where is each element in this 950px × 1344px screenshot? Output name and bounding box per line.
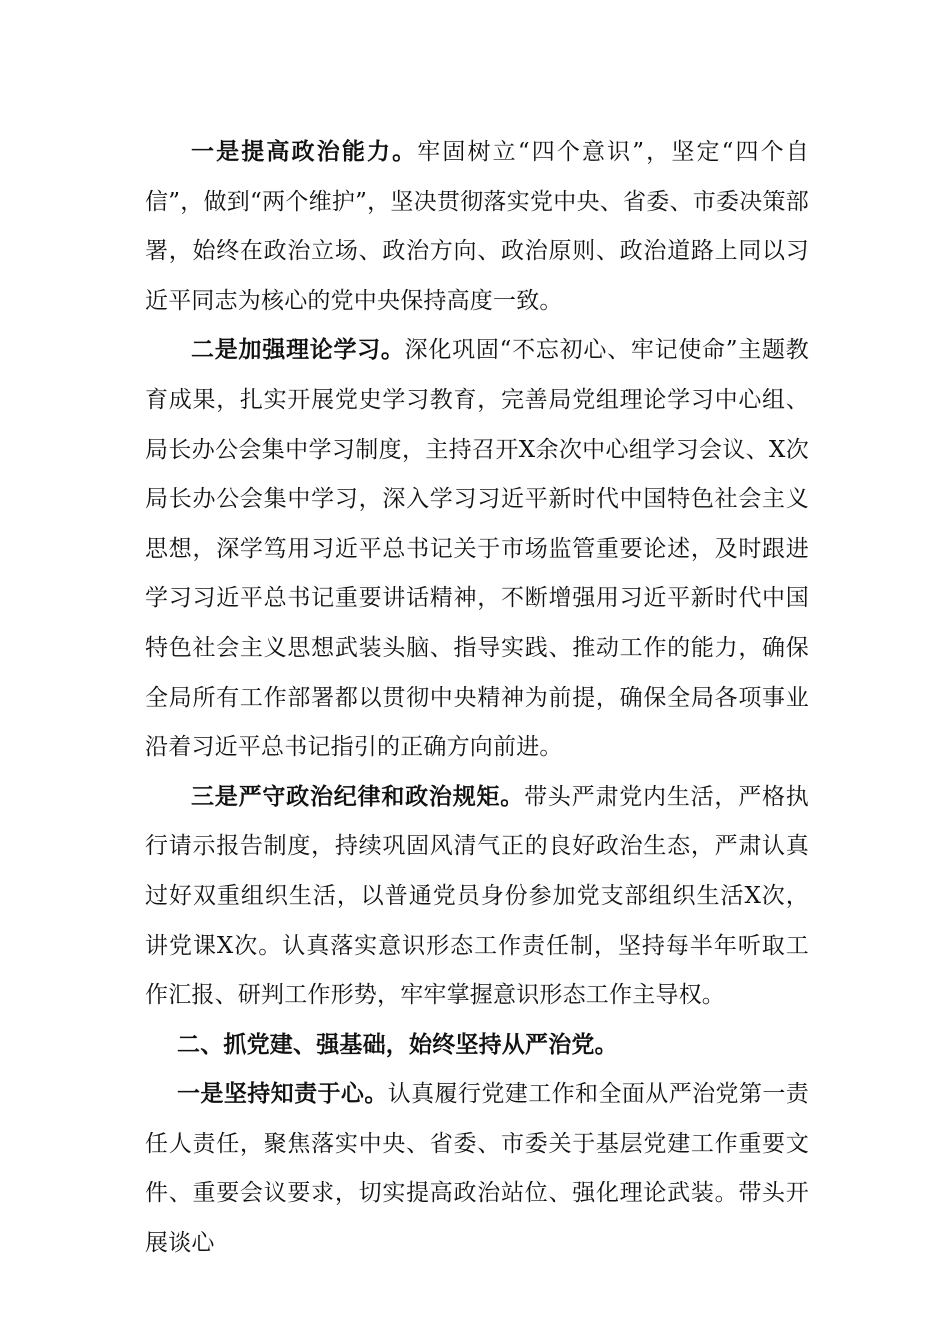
section-heading-party-building — [145, 1021, 809, 1071]
paragraph-political-ability — [145, 128, 809, 326]
paragraph-body: 认真履行党建工作和全面从严治党第一责任人责任，聚焦落实中央、省委、市委关于基层党建工作重要文件、重要会议要求，切实提高政治站位、强化理论武装。带头开展谈心 — [145, 1081, 809, 1257]
section-heading-text: 二、抓党建、强基础，始终坚持从严治党。 — [177, 1031, 618, 1058]
paragraph-body: 牢固树立“四个意识”，坚定“四个自信”，做到“两个维护”，坚决贯彻落实党中央、省委、市委决策部署，始终在政治立场、政治方向、政治原则、政治道路上同以习近平同志为核心的党中央保持高度一致。 — [145, 139, 809, 314]
paragraph-body: 带头严肃党内生活，严格执行请示报告制度，持续巩固风清气正的良好政治生态，严肃认真过好双重组织生活，以普通党员身份参加党支部组织生活X次，讲党课X次。认真落实意识形态工作责任制，坚持每半年听取工作汇报、研判工作形势，牢牢掌握意识形态工作主导权。 — [145, 783, 809, 1009]
paragraph-lead: 一是提高政治能力。 — [191, 139, 418, 165]
paragraph-political-discipline — [145, 773, 809, 1021]
paragraph-responsibility — [145, 1070, 809, 1268]
paragraph-lead: 三是严守政治纪律和政治规矩。 — [191, 783, 525, 810]
paragraph-body: 深化巩固“不忘初心、牢记使命”主题教育成果，扎实开展党史学习教育，完善局党组理论学习中心组、局长办公会集中学习制度，主持召开X余次中心组学习会议、X次局长办公会集中学习，深入学习习近平新时代中国特色社会主义思想，深学笃用习近平总书记关于市场监管重要论述，及时跟进学习习近平总书记重要讲话精神，不断增强用习近平新时代中国特色社会主义思想武装头脑、指导实践、推动工作的能力，确保全局所有工作部署都以贯彻中央精神为前提，确保全局各项事业沿着习近平总书记指引的正确方向前进。 — [145, 337, 809, 761]
paragraph-theory-study — [145, 326, 809, 772]
paragraph-lead: 一是坚持知责于心。 — [177, 1081, 388, 1108]
paragraph-lead: 二是加强理论学习。 — [191, 337, 405, 364]
document-page — [145, 128, 809, 1269]
